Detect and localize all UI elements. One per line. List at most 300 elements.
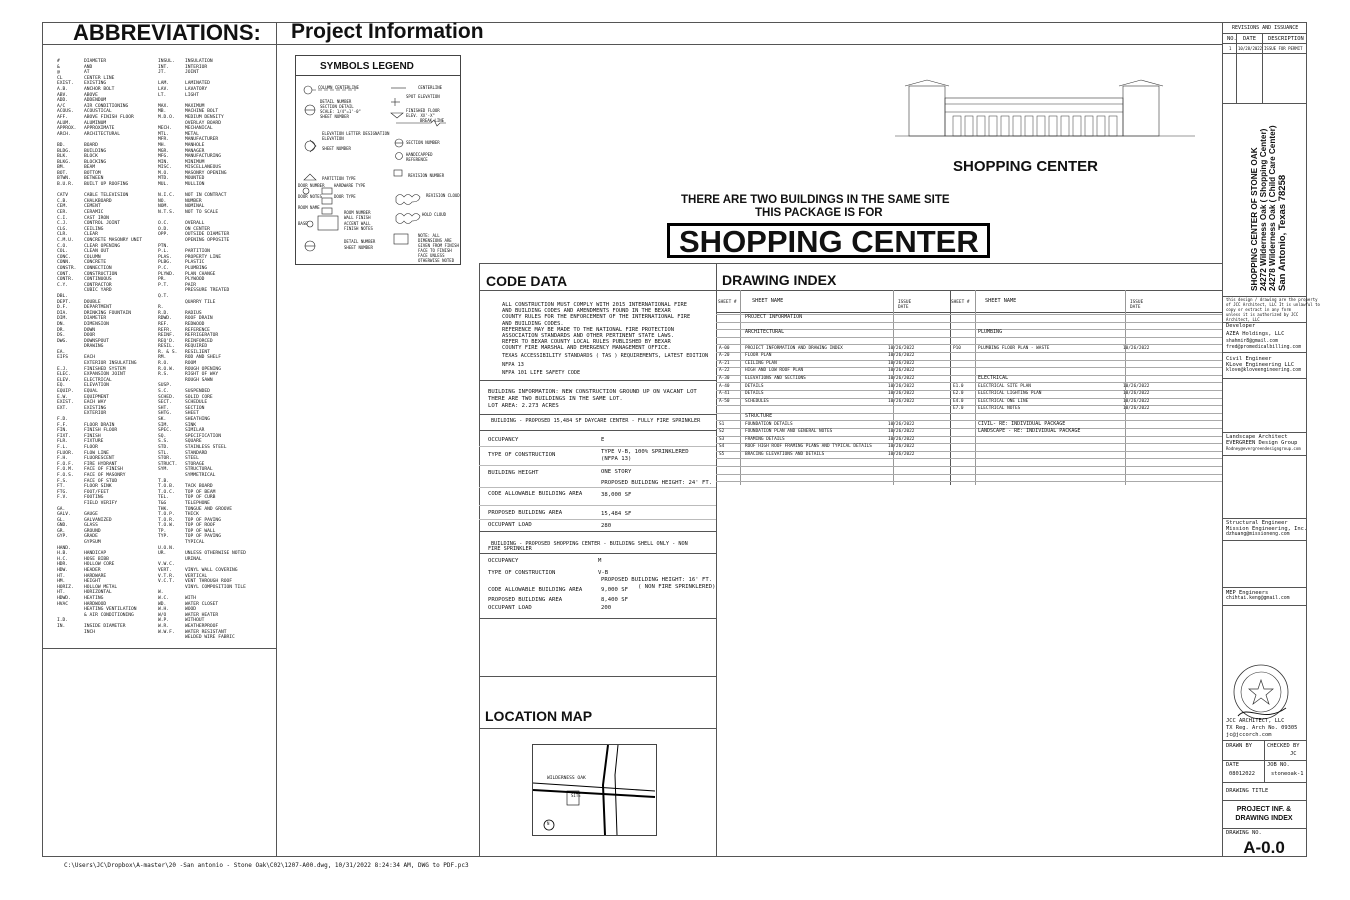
north-arrow-icon: N <box>547 821 550 826</box>
abbreviation-meaning: ELEVATION <box>84 383 109 389</box>
abbreviation-meaning: CABLE TELEVISION <box>84 193 129 199</box>
abbreviation-code: SECT. <box>158 400 172 406</box>
abbreviation-code: SIM. <box>158 422 170 428</box>
index-sheet-date: 10/26/2022 <box>1123 345 1150 351</box>
symbol-label: FACE UNLESS <box>418 253 445 258</box>
index-grid-line <box>716 329 1222 330</box>
index-sheet-number: E2.0 <box>953 391 964 397</box>
divider <box>42 648 276 649</box>
abbreviation-meaning: MANUFACTURER <box>185 137 219 143</box>
banner-big-title: SHOPPING CENTER <box>679 224 979 259</box>
abbreviation-meaning: SUSPENDED <box>185 389 210 395</box>
abbreviation-meaning: AT <box>84 70 90 76</box>
building-information <box>488 389 697 410</box>
abbreviation-meaning: REDWOOD <box>185 321 205 327</box>
abbreviation-meaning: THICK <box>185 512 199 518</box>
abbreviation-code: FIXT. <box>57 433 71 439</box>
abbreviation-meaning: FACE OF MASONRY <box>84 472 126 478</box>
abbreviation-code: EQUIP. <box>57 389 74 395</box>
abbreviation-meaning: EXPANSION JOINT <box>84 372 126 378</box>
index-sheet-number: A-41 <box>719 391 730 397</box>
symbol-label: REFERENCE <box>406 157 428 162</box>
abbreviation-meaning: MECHANICAL <box>185 126 213 132</box>
abbreviation-code: MFG. <box>158 154 170 160</box>
load2-label: OCCUPANT LOAD <box>488 605 532 611</box>
abbreviation-meaning: CUBIC YARD <box>84 288 112 294</box>
abbreviation-code: NO. <box>158 198 167 204</box>
abbreviation-code: C.Y. <box>57 282 69 288</box>
abbreviation-meaning: ROD AND SHELF <box>185 355 221 361</box>
abbreviation-code: TP. <box>158 528 167 534</box>
abbreviation-code: N.I.C. <box>158 193 175 199</box>
tas-requirement: TEXAS ACCESSIBILITY STANDARDS ( TAS ) REQUIREMENTS, LATEST EDITION <box>502 353 709 359</box>
copyright-4: unless it is authorized by JCC <box>1226 312 1299 317</box>
symbol-label: FACE TO FINISH <box>418 248 452 253</box>
abbreviation-meaning: & AIR CONDITIONING <box>84 612 134 618</box>
abbreviation-meaning: FINISHED SYSTEM <box>84 366 126 372</box>
abbreviation-code: C.M.U. <box>57 238 74 243</box>
abbreviation-code: F.O.F. <box>57 461 74 467</box>
construction2-value: V-B <box>598 570 609 576</box>
abbreviation-code: CLG. <box>57 226 69 232</box>
index-sheet-number: E1.0 <box>953 383 964 389</box>
abbreviation-meaning: LAVATORY <box>185 86 208 92</box>
abbreviation-meaning: ROOF DRAIN <box>185 316 213 322</box>
abbreviation-code: SHT. <box>158 405 170 411</box>
abbreviation-code: ELEV. <box>57 377 71 383</box>
index-grid-line <box>716 481 1222 482</box>
abbreviation-meaning: CEILING <box>84 226 104 232</box>
abbreviation-code: MTL. <box>158 131 170 137</box>
abbreviation-code: REQ'D. <box>158 338 175 344</box>
abbreviation-meaning: STAINLESS STEEL <box>185 444 227 450</box>
abbreviation-code: INSUL. <box>158 59 175 64</box>
date-label: DATE <box>1226 762 1239 768</box>
abbreviation-meaning: NUMBER <box>185 198 202 204</box>
abbreviation-code: BM. <box>57 165 66 171</box>
index-sheet-date: 10/26/2022 <box>888 429 915 435</box>
code-note-line: REFERENCE MAY BE MADE TO THE NATIONAL FIRE PROTECTION <box>502 326 675 333</box>
index-grid-line <box>716 466 1222 467</box>
abbreviation-code: TYP. <box>158 534 170 540</box>
symbol-label: DOOR TYPE <box>334 194 356 199</box>
abbreviation-code: JT. <box>158 70 167 76</box>
abbreviation-meaning: OUTSIDE DIAMETER <box>185 232 230 238</box>
drawing-title-1: PROJECT INF. & <box>1236 806 1292 813</box>
symbol-label: SHEET NUMBER <box>344 245 373 250</box>
index-grid-line <box>716 413 1222 414</box>
abbreviation-meaning: DOOR <box>84 333 96 339</box>
abbreviation-code: M.D.O. <box>158 114 175 120</box>
abbreviation-code: W. <box>158 590 164 596</box>
occupancy-value: E <box>601 437 605 443</box>
abbreviation-code: Q.T. <box>158 293 170 299</box>
symbol-label: SECTION NUMBER <box>406 140 440 145</box>
index-sheet-number: S2 <box>719 429 725 435</box>
abbreviation-code: GND. <box>57 523 69 529</box>
building1-header: BUILDING - PROPOSED 15,484 SF DAYCARE CENTER - FULLY FIRE SPRINKLER <box>491 418 701 424</box>
abbreviation-code: F.F. <box>57 422 69 428</box>
occupant-load-label: OCCUPANT LOAD <box>488 522 532 528</box>
index-sheet-date: 10/26/2022 <box>1123 398 1150 404</box>
drawing-no-label: DRAWING NO. <box>1226 830 1262 836</box>
abbreviation-meaning: NOT TO SCALE <box>185 210 219 216</box>
occupant-load-value: 280 <box>601 523 612 529</box>
abbreviation-meaning: ABOVE <box>84 92 98 98</box>
index-sheet-number: A-20 <box>719 353 730 359</box>
abbreviation-meaning: BUILT UP ROOFING <box>84 182 129 188</box>
nfpa101: NFPA 101 LIFE SAFETY CODE <box>502 370 581 376</box>
abbreviation-code: C.O. <box>57 243 69 249</box>
rev1-desc: ISSUE FOR PERMIT <box>1264 46 1303 51</box>
index-sheet-name: FOUNDATION DETAILS <box>745 421 793 427</box>
abbreviation-meaning: EXTERIOR INSULATING <box>84 361 137 367</box>
abbreviation-code: EA. <box>57 349 66 355</box>
abbreviation-meaning: NOT IN CONTRACT <box>185 193 227 199</box>
abbreviation-code: CEM. <box>57 204 69 210</box>
abbreviation-code: ARCH. <box>57 131 71 137</box>
index-sheet-name: STRUCTURE <box>745 413 773 419</box>
abbreviation-meaning: BUILDING <box>84 148 107 154</box>
index-sheet-number: A-22 <box>719 368 730 374</box>
occupancy2-value: M <box>598 558 602 564</box>
abbreviation-meaning: GYPSUM <box>84 540 101 546</box>
abbreviation-meaning: DRAWING <box>84 344 104 350</box>
abbreviation-code: DR. <box>57 327 66 333</box>
code-data-title: CODE DATA <box>486 273 568 289</box>
index-sheet-name: FRAMING DETAILS <box>745 436 785 442</box>
abbreviation-meaning: VERTICAL <box>185 573 208 579</box>
symbol-label: ACCENT WALL <box>344 221 371 226</box>
structural-email: dzhuang@missioneng.com <box>1226 532 1290 537</box>
proposed-area-label: PROPOSED BUILDING AREA <box>488 510 563 516</box>
checked-by-value: JC <box>1290 751 1297 757</box>
abbreviation-code: GALV. <box>57 512 71 518</box>
abbreviation-code: ABV. <box>57 92 69 98</box>
abbreviation-meaning: VINYL WALL COVERING <box>185 568 238 574</box>
abbreviation-meaning: SINK <box>185 422 197 428</box>
copyright-5: Architect, LLC <box>1226 317 1260 322</box>
index-grid-line <box>716 322 1222 323</box>
abbreviation-code: CONSTR. <box>57 265 77 271</box>
abbreviation-code: FT. <box>57 484 66 490</box>
abbreviation-code: MB. <box>158 109 167 115</box>
abbreviation-code: V.W.C. <box>158 562 175 568</box>
abbreviation-code: CL <box>57 75 63 81</box>
abbreviation-meaning: DOUBLE <box>84 299 101 305</box>
abbreviation-meaning: RIGHT OF WAY <box>185 372 219 378</box>
abbreviation-code: W/O <box>158 612 167 618</box>
height2-value: PROPOSED BUILDING HEIGHT: 16' FT. <box>601 577 713 583</box>
abbreviation-code: EXIST. <box>57 400 74 406</box>
index-sheet-number: P10 <box>953 345 961 351</box>
abbreviation-code: R. <box>158 305 164 311</box>
code-data-notes <box>502 302 690 352</box>
index-sheet-name: PLUMBING FLOOR PLAN - WASTE <box>978 345 1050 351</box>
project-address-2: 24278 Wilderness Oak ( Child Care Center) <box>1268 125 1277 291</box>
symbol-label: DOOR NOTES <box>298 194 323 199</box>
symbol-label: PARTITION TYPE <box>322 176 356 181</box>
abbreviation-meaning: CONSTRUCTION <box>84 271 118 277</box>
index-sheet-date: 10/26/2022 <box>1123 383 1150 389</box>
abbreviation-code: MUL. <box>158 182 170 188</box>
abbreviation-meaning: CHALKBOARD <box>84 198 112 204</box>
index-header-sheet2: SHEET # <box>951 300 970 305</box>
rev-date-header: DATE <box>1243 36 1256 42</box>
building-info-line: THERE ARE TWO BUILDINGS IN THE SAME LOT. <box>488 396 623 402</box>
abbreviation-code: T&G <box>158 500 167 506</box>
abbreviation-code: E.W. <box>57 394 69 400</box>
allowable-value: 38,000 SF <box>601 492 632 498</box>
abbreviation-meaning: ELECTRICAL <box>84 377 112 383</box>
abbreviation-code: T.O.R. <box>158 517 175 523</box>
abbreviation-meaning: HOLLOW METAL <box>84 584 118 590</box>
abbreviation-code: ALUM. <box>57 120 71 126</box>
abbreviation-meaning: SHEATHING <box>185 417 210 422</box>
abbreviation-meaning: OPENING OPPOSITE <box>185 238 230 243</box>
abbreviation-meaning: CLEAN OUT <box>84 249 109 255</box>
abbreviation-meaning: SHEET <box>185 411 199 417</box>
civil-name: KLove Engineering LLC <box>1226 362 1295 368</box>
code-note-line: COUNTY FIRE MARSHAL AND EMERGENCY MANAGEMENT OFFICE. <box>502 345 671 352</box>
abbreviation-code: LAV. <box>158 86 170 92</box>
abbreviation-code: F.S. <box>57 478 69 484</box>
civil-role: Civil Engineer <box>1226 356 1272 362</box>
symbol-label: ROOM NUMBER <box>344 210 371 215</box>
index-grid-line <box>716 337 1222 338</box>
abbreviation-meaning: STRUCTURAL <box>185 467 213 473</box>
divider <box>276 22 277 857</box>
index-sheet-name: CIVIL- RE: INDIVIDUAL PACKAGE <box>978 420 1066 427</box>
abbreviation-code: A/C <box>57 103 66 109</box>
abbreviation-code: CER. <box>57 210 69 216</box>
abbreviation-code: THK. <box>158 506 170 512</box>
symbol-label: FINISHED FLOOR <box>406 108 440 113</box>
abbreviation-meaning: EXISTING <box>84 81 107 87</box>
abbreviation-meaning: CONCRETE <box>84 260 107 266</box>
copyright-2: of JCC Architect, LLC It is unlawful to <box>1226 302 1320 307</box>
copyright-1: this design / drawing are the property <box>1226 297 1318 302</box>
abbreviation-code: HT. <box>57 573 66 579</box>
abbreviation-meaning: BLOCK <box>84 154 98 160</box>
abbreviation-code: IN. <box>57 623 66 629</box>
abbreviation-code: HAND. <box>57 545 71 551</box>
abbreviation-meaning: LAMINATED <box>185 81 210 87</box>
abbreviation-code: BLDG. <box>57 148 71 154</box>
abbreviation-code: T.O.P. <box>158 512 175 518</box>
abbreviation-code: W.W.F. <box>158 629 175 635</box>
symbol-label: SHEET NUMBER <box>320 114 349 119</box>
index-sheet-name: PROJECT INFORMATION <box>745 314 803 321</box>
abbreviation-code: MIN. <box>158 159 170 165</box>
abbreviation-code: R. & S. <box>158 349 178 355</box>
abbreviation-meaning: HARDWOOD <box>84 601 107 607</box>
location-map-title: LOCATION MAP <box>485 708 593 724</box>
symbol-label: ROOM NAME <box>298 205 320 210</box>
building2-header1: BUILDING - PROPOSED SHOPPING CENTER - BUILDING SHELL ONLY - NON <box>491 541 688 547</box>
symbol-label: SECTION DETAIL <box>320 104 354 109</box>
abbreviation-meaning: MAXIMUM <box>185 103 205 109</box>
abbreviation-code: T.O.C. <box>158 489 175 495</box>
project-info-title: Project Information <box>291 20 484 43</box>
index-sheet-date: 10/26/2022 <box>888 383 915 389</box>
abbreviation-code: SPEC. <box>158 428 172 434</box>
abbreviation-meaning: LIGHT <box>185 92 199 98</box>
abbreviation-meaning: MISCELLANEOUS <box>185 165 221 171</box>
abbreviation-meaning: BLOCKING <box>84 159 107 165</box>
divider <box>1222 22 1223 857</box>
abbreviation-meaning: WOOD <box>185 607 197 613</box>
abbreviation-meaning: TOP OF BEAM <box>185 489 216 495</box>
symbol-label: ELEVATION <box>322 136 344 141</box>
abbreviation-code: V.C.T. <box>158 579 175 585</box>
abbreviation-code: WD. <box>158 601 167 607</box>
project-address-block <box>1224 125 1314 291</box>
abbreviation-code: STRUCT. <box>158 461 178 467</box>
abbreviation-meaning: TONGUE AND GROOVE <box>185 506 233 512</box>
rev1-no: 1 <box>1229 46 1232 51</box>
abbreviation-code: SK. <box>158 417 167 422</box>
abbreviation-code: REF. <box>158 321 170 327</box>
civil-email: klove@kloveengineering.com <box>1226 368 1302 373</box>
firm-registration: TX Reg. Arch No. 09305 <box>1226 725 1298 731</box>
abbreviation-meaning: INSIDE DIAMETER <box>84 623 126 629</box>
code-note-line: COUNTY RULES FOR THE ENFORCEMENT OF THE INTERNATIONAL FIRE <box>502 314 691 321</box>
abbreviation-code: B.U.R. <box>57 182 74 188</box>
abbreviation-meaning: QUARRY TILE <box>185 299 216 305</box>
abbreviation-code: VERT. <box>158 568 172 574</box>
abbreviation-code: R.O. <box>158 361 170 367</box>
index-header-issue: ISSUE <box>898 300 912 305</box>
abbreviation-code: STOR. <box>158 456 172 462</box>
project-address-1: 24272 Wilderness Oak ( Shopping Center) <box>1259 128 1268 291</box>
index-grid-line <box>716 458 1222 459</box>
abbreviation-code: F.V. <box>57 495 69 501</box>
abbreviation-code: MH. <box>158 142 167 148</box>
index-sheet-date: 10/26/2022 <box>888 444 915 450</box>
abbreviation-meaning: GAUGE <box>84 512 98 518</box>
abbreviation-code: SHTG. <box>158 411 172 417</box>
abbreviation-meaning: FINISH FLOOR <box>84 428 118 434</box>
abbreviation-meaning: PLASTIC <box>185 260 205 266</box>
abbreviation-meaning: OVERALL <box>185 221 205 227</box>
abbreviation-meaning: STEEL <box>185 456 199 462</box>
abbreviation-code: BLK. <box>57 154 69 160</box>
abbreviation-meaning: HOSE BIBB <box>84 556 109 562</box>
allowable-label: CODE ALLOWABLE BUILDING AREA <box>488 491 583 497</box>
architect-seal <box>1228 664 1292 724</box>
abbreviation-meaning: CONTROL JOINT <box>84 221 120 227</box>
abbreviation-code: CONT. <box>57 271 71 277</box>
code-note-line: AND BUILDING CODES AND AMENDMENTS FOUND IN THE BEXAR <box>502 308 671 315</box>
abbreviation-meaning: TOP OF CURB <box>185 495 216 501</box>
abbreviation-meaning: PAIR <box>185 282 197 288</box>
abbreviation-codes-col2 <box>158 59 177 635</box>
abbreviation-code: AFF. <box>57 114 69 120</box>
building-info-line: LOT AREA: 2.273 ACRES <box>488 403 559 409</box>
abbreviation-code: S.C. <box>158 389 170 395</box>
divider <box>479 263 1222 264</box>
building-info-line: BUILDING INFORMATION: NEW CONSTRUCTION GROUND UP ON VACANT LOT <box>488 389 697 395</box>
abbreviation-meaning: WITHOUT <box>185 618 205 624</box>
firm-email: jc@jccorch.com <box>1226 732 1272 738</box>
abbreviation-code: GR. <box>57 528 66 534</box>
index-sheet-number: A-50 <box>719 398 730 404</box>
abbreviation-meaning: TACK BOARD <box>185 484 213 490</box>
elevation-title: SHOPPING CENTER <box>953 158 1099 175</box>
index-sheet-number: A-40 <box>719 383 730 389</box>
abbreviation-code: FIN. <box>57 428 69 434</box>
abbreviation-meaning: REFERENCE <box>185 327 210 333</box>
load2-value: 200 <box>601 605 612 611</box>
job-label: JOB NO. <box>1267 762 1290 768</box>
index-sheet-name: DETAILS <box>745 391 764 397</box>
index-grid-line <box>716 352 1222 353</box>
abbreviation-meaning: ANCHOR BOLT <box>84 86 115 92</box>
abbreviation-code: SUSP. <box>158 383 172 389</box>
abbreviation-meaning: FINISH <box>84 433 101 439</box>
index-sheet-number: S1 <box>719 421 725 427</box>
allowable2-value: 9,000 SF <box>601 587 628 593</box>
index-sheet-name: ELECTRICAL NOTES <box>978 406 1021 412</box>
index-sheet-date: 10/26/2022 <box>888 398 915 404</box>
symbol-label: FINISH NOTES <box>344 226 373 231</box>
index-sheet-name: SCHEDULES <box>745 398 769 404</box>
abbreviation-code: FLUOR. <box>57 450 74 456</box>
construction-value2: (NFPA 13) <box>601 456 632 462</box>
abbreviation-meaning: SYMMETRICAL <box>185 472 216 478</box>
abbreviation-code: HDW. <box>57 568 69 574</box>
abbreviation-meaning: EQUAL <box>84 389 98 395</box>
symbol-label: REVISION NUMBER <box>408 173 445 178</box>
abbreviation-meaning: FIELD VERIFY <box>84 500 118 506</box>
abbreviation-meaning: CONNECTION <box>84 265 112 271</box>
abbreviation-code: ADD. <box>57 98 69 104</box>
abbreviation-meaning: PLAN CHANGE <box>185 271 216 277</box>
abbreviation-meaning: WATER RESISTANT <box>185 629 227 635</box>
abbreviation-meaning: DIAMETER <box>84 59 107 64</box>
abbreviation-code: HM. <box>57 579 66 585</box>
index-sheet-name: PLUMBING <box>978 329 1003 336</box>
abbreviation-code: BD. <box>57 142 66 148</box>
abbreviation-meaning: VENT THROUGH ROOF <box>185 579 233 585</box>
abbreviation-code: BOT. <box>57 170 69 176</box>
abbreviation-code: PR. <box>158 277 167 283</box>
occupancy2-label: OCCUPANCY <box>488 558 519 564</box>
proposed-area-value: 15,484 SF <box>601 511 632 517</box>
abbreviation-code: C.J. <box>57 221 69 227</box>
index-sheet-number: S4 <box>719 444 725 450</box>
index-sheet-number: S5 <box>719 452 725 457</box>
abbreviation-meaning: TOP OF PAVING <box>185 534 221 540</box>
index-sheet-name: ROOF HIGH ROOF FRAMING PLANS AND TYPICAL DETAILS <box>745 444 872 450</box>
abbreviation-code: PLYWD. <box>158 271 175 277</box>
abbreviation-meaning: MACHINE BOLT <box>185 109 219 115</box>
index-sheet-date: 10/26/2022 <box>888 345 915 351</box>
height-value2: PROPOSED BUILDING HEIGHT: 24' FT. <box>601 480 713 486</box>
abbreviation-meaning: CONTRACTOR <box>84 282 112 288</box>
abbreviation-code: E.J. <box>57 366 69 372</box>
abbreviation-code: S.S. <box>158 439 170 445</box>
abbreviation-meaning: REINFORCED <box>185 338 213 344</box>
abbreviation-meaning: MEDIUM DENSITY <box>185 114 224 120</box>
abbreviation-meaning: HANDICAP <box>84 551 107 557</box>
abbreviation-meaning: SPECIFICATION <box>185 433 221 439</box>
rev-no-header: NO. <box>1227 36 1237 42</box>
abbreviation-meaning: CAST IRON <box>84 215 109 221</box>
abbreviation-meaning: HEIGHT <box>84 579 101 585</box>
abbreviation-meaning: UNLESS OTHERWISE NOTED <box>185 551 246 557</box>
